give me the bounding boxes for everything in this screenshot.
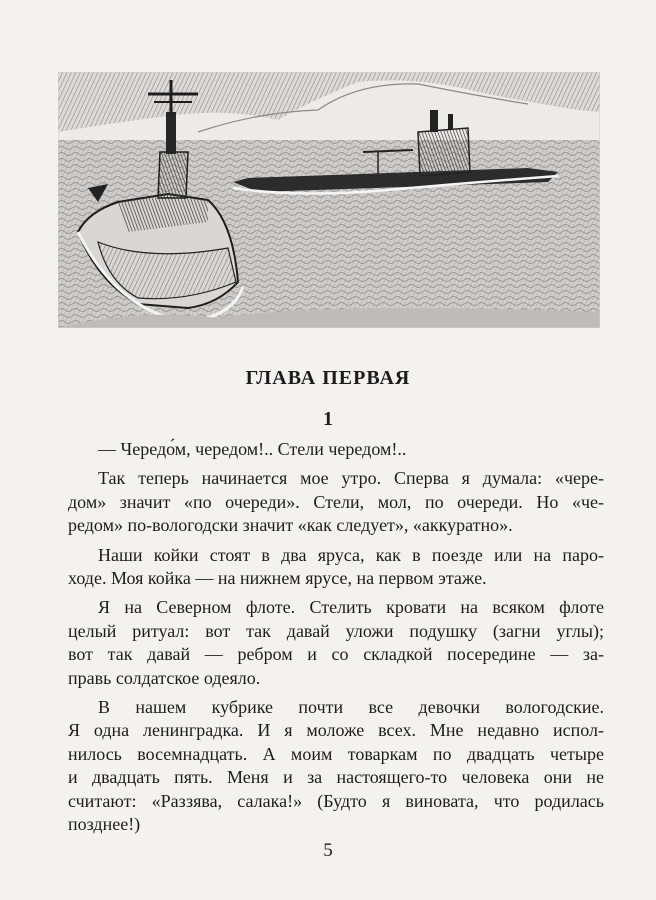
text-line: Я одна ленинградка. И я моложе всех. Мне недавно испол- — [68, 720, 604, 741]
paragraph — [68, 467, 604, 537]
text-line: В нашем кубрике почти все девочки вологодские. — [98, 697, 604, 718]
section-number: 1 — [323, 408, 333, 430]
paragraph — [68, 596, 604, 690]
text-line: — Чередо́м, чередом!.. Стели чередом!.. — [98, 439, 407, 459]
text-line: целый ритуал: вот так давай уложи подушку (загни углы); — [68, 620, 604, 641]
text-line: правь солдатское одеяло. — [68, 667, 261, 688]
paragraph — [68, 544, 604, 591]
paragraph — [68, 696, 604, 836]
text-line: ходе. Моя койка — на нижнем ярусе, на первом этаже. — [68, 568, 487, 589]
chapter-title: ГЛАВА ПЕРВАЯ — [245, 367, 411, 389]
text-line: редом» по-вологодски значит «как следует», «аккуратно». — [68, 515, 513, 536]
text-line: и двадцать пять. Меня и за настоящего-то человека они не — [68, 767, 604, 788]
text-line: Я на Северном флоте. Стелить кровати на всяком флоте — [98, 597, 604, 618]
text-line: нилось восемнадцать. А моим товаркам по двадцать четыре — [68, 743, 604, 764]
text-line: Так теперь начинается мое утро. Сперва я думала: «чере- — [98, 468, 604, 489]
chapter-illustration — [58, 72, 600, 328]
ship-sketch-image — [58, 72, 600, 328]
text-line: вот так давай — ребром и со складкой посередине — за- — [68, 644, 604, 665]
page-number: 5 — [323, 840, 333, 861]
text-line: позднее!) — [68, 814, 141, 835]
text-line: Наши койки стоят в два яруса, как в поезде или на паро- — [98, 544, 604, 565]
paragraph — [68, 438, 604, 461]
text-line: считают: «Раззява, салака!» (Будто я виновата, что родилась — [68, 790, 604, 811]
text-line: дом» значит «по очереди». Стели, мол, по очереди. Но «че- — [68, 491, 604, 512]
body-text — [68, 438, 604, 843]
